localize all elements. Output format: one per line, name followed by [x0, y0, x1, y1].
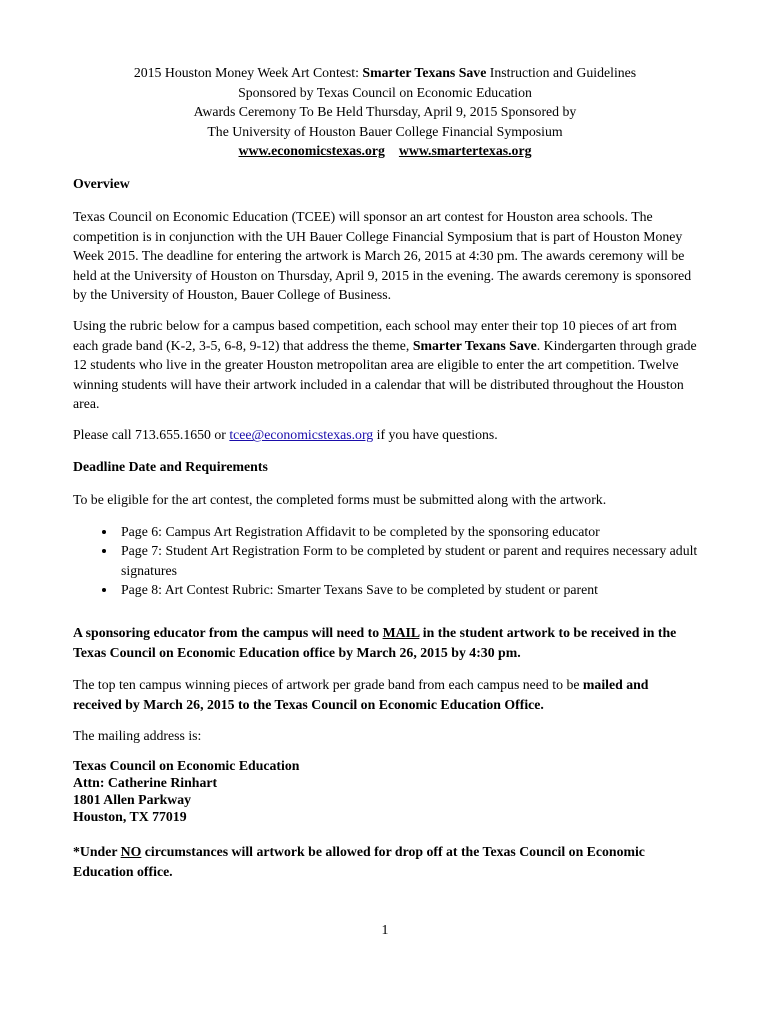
page-number: 1 [381, 922, 389, 937]
address-line: Houston, TX 77019 [73, 809, 187, 825]
university-line: The University of Houston Bauer College Financial Symposium [207, 123, 563, 139]
overview-heading: Overview [73, 176, 130, 191]
title-line: 2015 Houston Money Week Art Contest: Smarter Texans Save Instruction and Guidelines [133, 65, 637, 80]
mailing-address [73, 757, 698, 825]
list-item: • Page 6: Campus Art Registration Affidavit to be completed by the sponsoring educator [117, 522, 698, 541]
economicstexas-link[interactable]: www.economicstexas.org [238, 143, 385, 158]
list-item: • Page 8: Art Contest Rubric: Smarter Texans Save to be completed by student or parent [117, 580, 698, 599]
top-ten-paragraph: The top ten campus winning pieces of artwork per grade band from each campus need to be mailed and received by March 26, 2015 to the Texas Council on Economic Education Office. [73, 677, 649, 712]
eligibility-paragraph: To be eligible for the art contest, the completed forms must be submitted along with the artwork. [73, 492, 607, 508]
address-line: Texas Council on Economic Education [73, 758, 300, 774]
overview-paragraph-1: Texas Council on Economic Education (TCEE) will sponsor an art contest for Houston area schools. The competition is in conjunction with the UH Bauer College Financial Symposium that is part of Houston Money Week 2015. The deadline for entering the artwork is March 26, 2015 at 4:30 pm. The awards ceremony will be held at the University of Houston on Thursday, April 9, 2015 in the evening. The awards ceremony is sponsored by the University of Houston, Bauer College of Business. [73, 209, 692, 303]
requirements-list [73, 522, 698, 600]
address-line: 1801 Allen Parkway [73, 792, 192, 808]
drop-off-note: *Under NO circumstances will artwork be allowed for drop off at the Texas Council on Economic Education office. [73, 844, 645, 879]
sponsor-line: Sponsored by Texas Council on Economic Education [238, 84, 532, 100]
contact-paragraph: Please call 713.655.1650 or tcee@economicstexas.org if you have questions. [73, 427, 498, 443]
overview-paragraph-2: Using the rubric below for a campus based competition, each school may enter their top 10 pieces of art from each grade band (K-2, 3-5, 6-8, 9-12) that address the theme, Smarter Texans Save. Kindergarten through grade 12 students who live in the greater Houston metropolitan area are eligible to enter the art competition. Twelve winning students will have their artwork included in a calendar that will be distributed throughout the Houston area. [73, 318, 697, 412]
address-intro: The mailing address is: [73, 727, 202, 743]
deadline-heading: Deadline Date and Requirements [73, 458, 268, 474]
website-links [73, 141, 697, 161]
email-link[interactable]: tcee@economicstexas.org [229, 427, 374, 443]
address-line: Attn: Catherine Rinhart [73, 775, 218, 791]
mail-instruction: A sponsoring educator from the campus will need to MAIL in the student artwork to be received in the Texas Council on Economic Education office by March 26, 2015 by 4:30 pm. [73, 625, 677, 660]
document-body [73, 174, 698, 893]
smartertexas-link[interactable]: www.smartertexas.org [398, 143, 532, 158]
list-item: • Page 7: Student Art Registration Form to be completed by student or parent and requires necessary adult signatures [117, 541, 698, 580]
document-header [73, 63, 697, 161]
ceremony-line: Awards Ceremony To Be Held Thursday, April 9, 2015 Sponsored by [193, 104, 577, 119]
